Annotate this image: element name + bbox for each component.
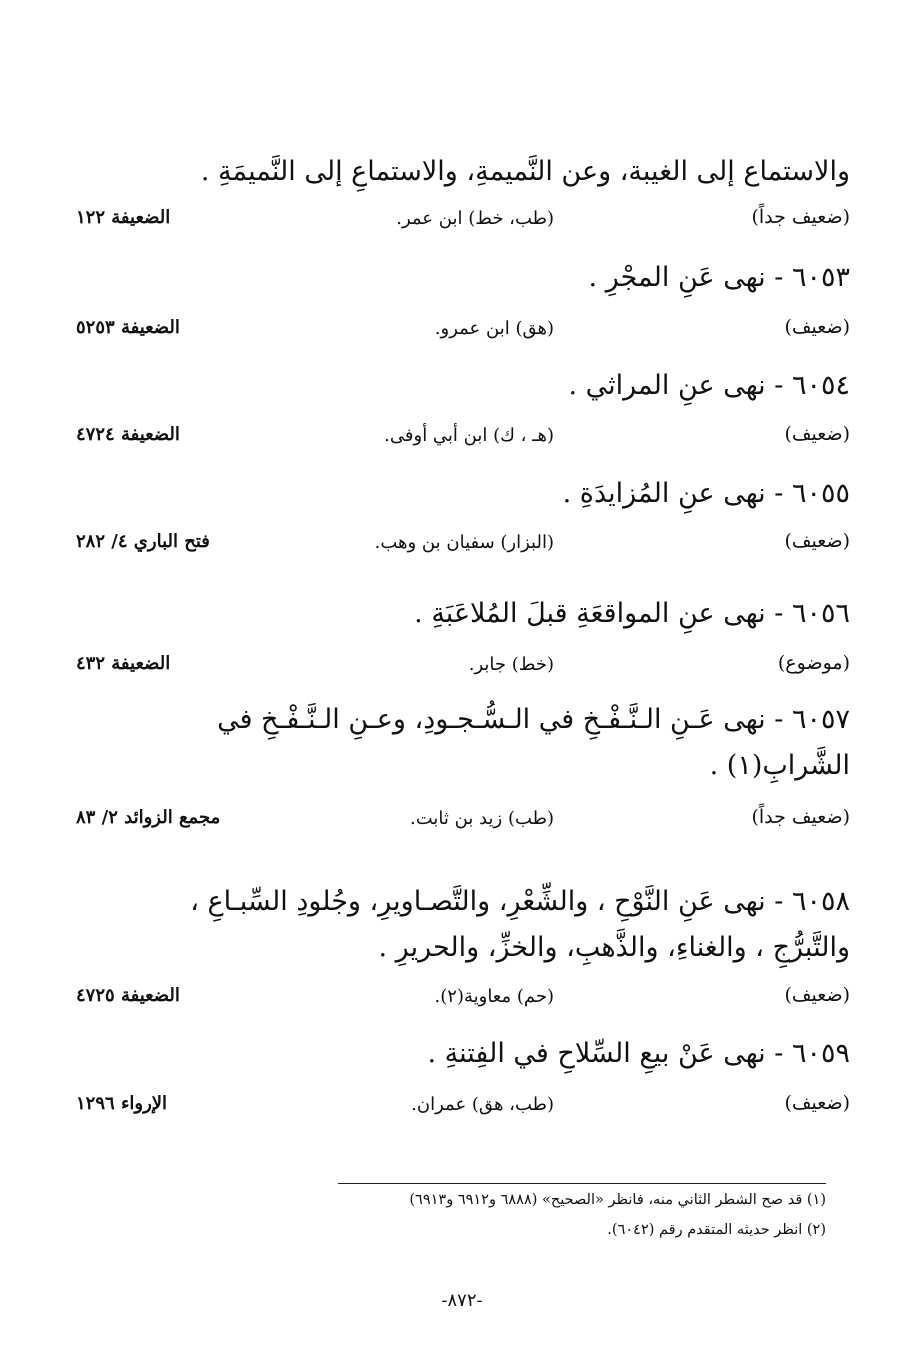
hadith-text: نهى عنِ المراثي . — [568, 370, 766, 401]
hadith-entry-6053 — [74, 262, 850, 293]
hadith-number: ٦٠٥٤ - — [774, 370, 850, 401]
hadith-text: نهى عَنْ بيعِ السِّلاحِ في الفِتنةِ . — [427, 1038, 766, 1069]
hadith-entry-6054 — [74, 370, 850, 401]
intro-grade: (ضعيف جداً) — [751, 206, 850, 228]
hadith-continuation: الشَّرابِ(١) . — [709, 750, 850, 781]
hadith-entry-6056 — [74, 598, 850, 629]
hadith-number: ٦٠٥٥ - — [774, 478, 850, 509]
hadith-source: (هق) ابن عمرو. — [434, 318, 554, 339]
intro-hadith-text: والاستماع إلى الغيبة، وعن النَّميمةِ، والاستماعِ إلى النَّميمَةِ . — [200, 156, 850, 187]
hadith-entry-6058 — [74, 886, 850, 917]
hadith-text: نهى عنِ المواقعَةِ قبلَ المُلاعَبَةِ . — [414, 598, 766, 629]
footnote-divider — [338, 1183, 826, 1184]
footnote-2: (٢) انظر حديثه المتقدم رقم (٦٠٤٢). — [607, 1222, 826, 1238]
hadith-source: (هـ ، ك) ابن أبي أوفى. — [384, 425, 554, 446]
hadith-entry-6055 — [74, 478, 850, 509]
hadith-grade: (ضعيف) — [784, 1092, 850, 1114]
intro-reference: الضعيفة ١٢٢ — [76, 207, 171, 228]
hadith-text: نهى عَنِ المجْرِ . — [588, 262, 766, 293]
hadith-text: نهى عنِ المُزايدَةِ . — [562, 478, 766, 509]
hadith-grade: (ضعيف) — [784, 530, 850, 552]
hadith-entry-6059 — [74, 1038, 850, 1069]
hadith-number: ٦٠٥٧ - — [774, 704, 850, 735]
intro-source: (طب، خط) ابن عمر. — [396, 208, 554, 229]
hadith-continuation: والتَّبرُّجِ ، والغناءِ، والذَّهبِ، والخزِّ، والحريرِ . — [378, 932, 850, 963]
hadith-grade: (ضعيف) — [784, 316, 850, 338]
hadith-reference: الضعيفة ٤٧٢٥ — [76, 985, 180, 1006]
hadith-source: (طب، هق) عمران. — [411, 1094, 554, 1115]
hadith-reference: الضعيفة ٤٣٢ — [76, 653, 171, 674]
hadith-reference: فتح الباري ٤/ ٢٨٢ — [76, 531, 210, 552]
hadith-reference: مجمع الزوائد ٢/ ٨٣ — [76, 807, 221, 828]
hadith-entry-6057 — [74, 704, 850, 735]
hadith-number: ٦٠٥٣ - — [774, 262, 850, 293]
hadith-grade: (ضعيف) — [784, 984, 850, 1006]
footnote-1: (١) قد صح الشطر الثاني منه، فانظر «الصحيح» (٦٨٨٨ و٦٩١٢ و٦٩١٣) — [409, 1192, 826, 1208]
hadith-grade: (ضعيف جداً) — [751, 806, 850, 828]
hadith-number: ٦٠٥٩ - — [774, 1038, 850, 1069]
hadith-number: ٦٠٥٨ - — [774, 886, 850, 917]
hadith-grade: (موضوع) — [777, 652, 850, 674]
hadith-number: ٦٠٥٦ - — [774, 598, 850, 629]
hadith-text: نهى عَـنِ الـنَّـفْـخِ في الـسُّـجـودِ، وعـنِ الـنَّـفْـخِ في — [217, 704, 766, 735]
hadith-reference: الإرواء ١٢٩٦ — [76, 1093, 168, 1114]
hadith-source: (خط) جابر. — [468, 654, 554, 675]
hadith-text: نهى عَنِ النَّوْحِ ، والشِّعْرِ، والتَّصـاويرِ، وجُلودِ السِّبـاعِ ، — [190, 886, 766, 917]
page-number: -٨٧٢- — [441, 1290, 483, 1311]
hadith-source: (طب) زيد بن ثابت. — [410, 808, 554, 829]
hadith-reference: الضعيفة ٤٧٢٤ — [76, 424, 180, 445]
hadith-grade: (ضعيف) — [784, 423, 850, 445]
hadith-source: (البزار) سفيان بن وهب. — [374, 532, 554, 553]
hadith-reference: الضعيفة ٥٢٥٣ — [76, 317, 180, 338]
hadith-source: (حم) معاوية(٢). — [434, 986, 554, 1007]
